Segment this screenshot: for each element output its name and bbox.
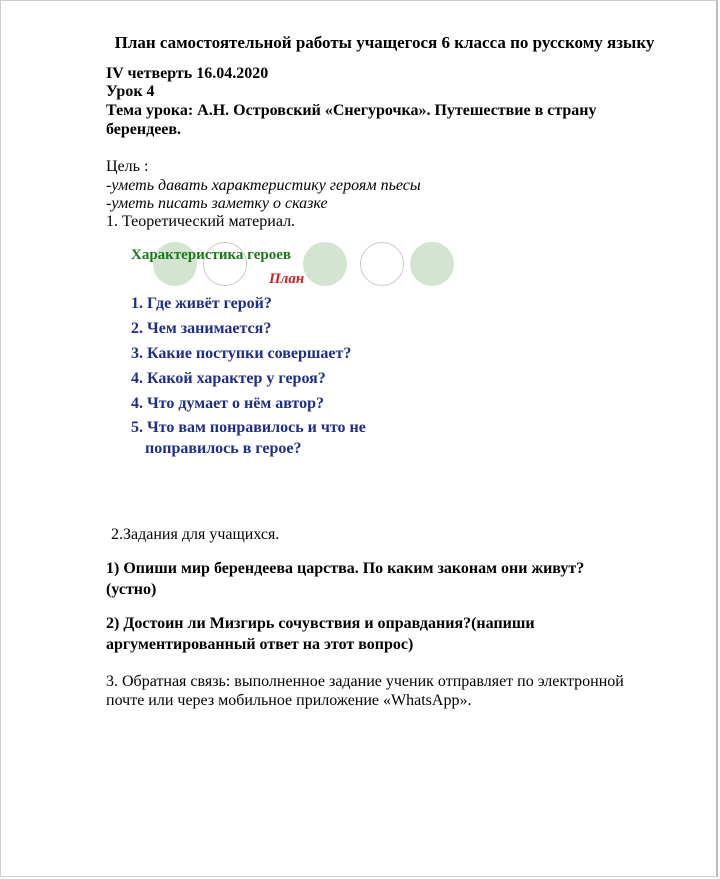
plan-item: 3. Какие поступки совершает? [131, 345, 352, 362]
decorative-circle [303, 242, 347, 286]
goal-item: -уметь давать характеристику героям пьесы [106, 177, 421, 194]
document-title: План самостоятельной работы учащегося 6 класса по русскому языку [114, 33, 655, 52]
feedback-text: 3. Обратная связь: выполненное задание ученик отправляет по электронной почте или через мобильное приложение «WhatsApp». [106, 673, 624, 709]
decorative-circle [410, 242, 454, 286]
plan-item-continuation: поправилось в герое? [145, 440, 302, 457]
plan-label: План [269, 271, 305, 287]
section-tasks-heading: 2.Задания для учащихся. [111, 526, 280, 543]
plan-item: 2. Чем занимается? [131, 320, 272, 337]
decorative-circle [360, 242, 404, 286]
lesson-number: Урок 4 [106, 83, 155, 100]
goal-item: -уметь писать заметку о сказке [106, 195, 328, 212]
slide-heading: Характеристика героев [131, 247, 292, 263]
lesson-topic-line-2: берендеев. [106, 121, 182, 138]
plan-item: 1. Где живёт герой? [131, 295, 272, 312]
plan-item: 4. Что думает о нём автор? [131, 395, 325, 412]
section-theory-heading: 1. Теоретический материал. [106, 213, 296, 230]
plan-item: 4. Какой характер у героя? [131, 370, 326, 387]
lesson-topic-line-1: Тема урока: А.Н. Островский «Снегурочка». Путешествие в страну [106, 102, 597, 119]
plan-item: 5. Что вам понравилось и что не [131, 419, 366, 436]
goal-label: Цель : [106, 158, 149, 175]
quarter-date: IV четверть 16.04.2020 [106, 65, 269, 82]
task-2: 2) Достоин ли Мизгирь сочувствия и оправдания?(напиши аргументированный ответ на этот вопрос) [106, 615, 535, 653]
task-1: 1) Опиши мир берендеева царства. По каким законам они живут? (устно) [106, 560, 585, 598]
